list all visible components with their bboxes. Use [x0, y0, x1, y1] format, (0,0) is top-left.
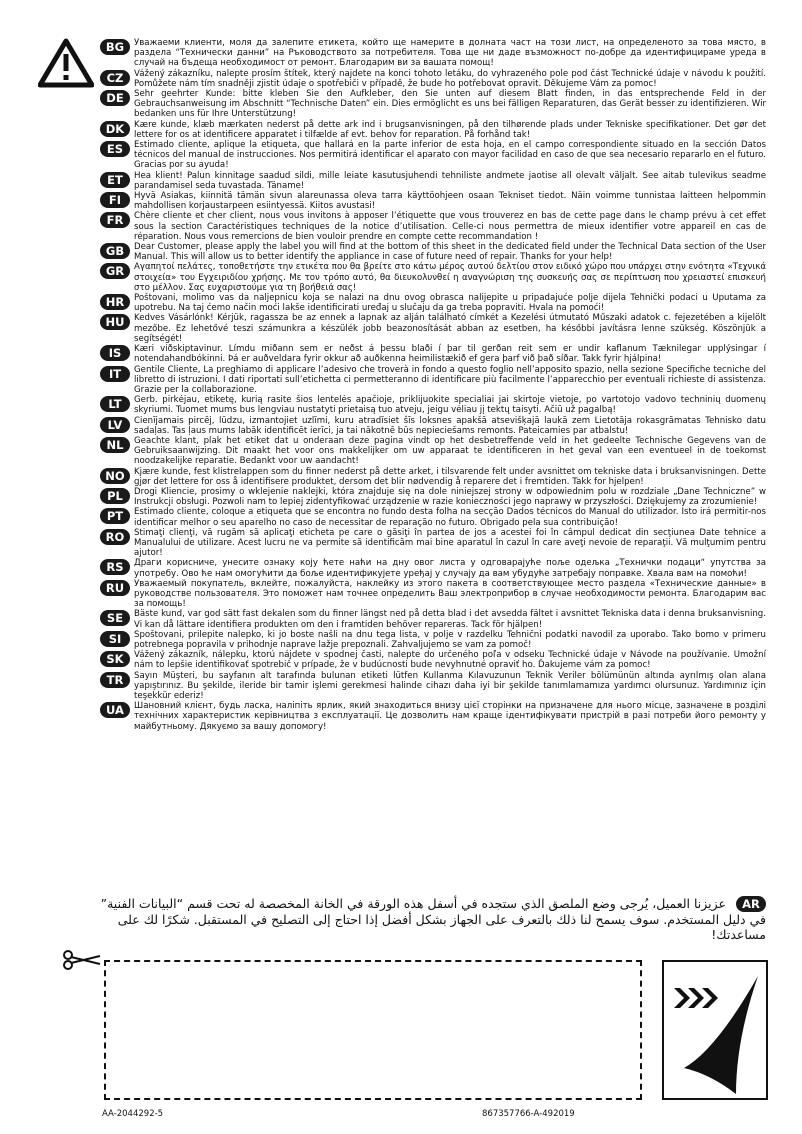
lang-row-no	[100, 467, 766, 487]
lang-badge-fi: FI	[100, 192, 130, 208]
lang-badge-cz: CZ	[100, 70, 130, 86]
lang-text-fr: Chère cliente et cher client, nous vous invitons à apposer l’étiquette que vous trouverez en bas de cette page dans le champ prévu à cet effet sous la section Caractéristiques techniques de la notice d’utilisation. Celle-ci nous permettra de mieux identifier votre appareil en cas de réparation. Nous vous remercions de bien vouloir prendre en compte cette recommandation !	[134, 211, 766, 242]
scissors-icon	[62, 950, 102, 970]
lang-text-gr: Αγαπητοί πελάτες, τοποθετήστε την ετικέτα που θα βρείτε στο κάτω μέρος αυτού δελτίου στον ειδικό χώρο που υπάρχει στην ενότητα «Τεχνικά στοιχεία» του Εγχειριδίου χρήσης. Με τον τρόπο αυτό, θα διευκολυνθεί η αναγνώριση της συσκευής σας σε περίπτωση που χρειαστεί επισκευή στο μέλλον. Σας ευχαριστούμε για τη βοήθειά σας!	[134, 262, 766, 293]
lang-row-rs	[100, 558, 766, 578]
lang-row-it	[100, 365, 766, 396]
lang-text-is: Kæri viðskiptavinur. Límdu miðann sem er neðst á þessu blaði í þar til gerðan reit sem er undir kaflanum Tæknilegar upplýsingar í notendahandbókinni. Þá er auðveldara fyrir okkur að auðkenna heimilistækið ef gera þarf við það síðar. Takk fyrir hjálpina!	[134, 344, 766, 365]
lang-row-bg	[100, 38, 766, 69]
lang-row-nl	[100, 436, 766, 467]
lang-badge-fr: FR	[100, 212, 130, 228]
document-code-left: AA-2044292-5	[102, 1109, 164, 1119]
lang-badge-no: NO	[100, 468, 130, 484]
language-list	[100, 38, 766, 732]
lang-row-es	[100, 140, 766, 171]
lang-badge-pt: PT	[100, 508, 130, 524]
lang-row-hr	[100, 293, 766, 313]
lang-text-fi: Hyvä Asiakas, kiinnitä tämän sivun alareunassa oleva tarra käyttöohjeen osaan Tekniset tiedot. Näin voimme tunnistaa laitteen helpommin mahdollisen korjaustarpeen esiintyessä. Kiitos avustasi!	[134, 191, 766, 212]
lang-text-es: Estimado cliente, aplique la etiqueta, que hallará en la parte inferior de esta hoja, en el campo correspondiente situado en la sección Datos técnicos del manual de instrucciones. Nos permitirá identificar el aparato con mayor facilidad en caso de que sea necesario repararlo en el futuro. Gracias por su ayuda!	[134, 140, 766, 171]
lang-text-gb: Dear Customer, please apply the label you will find at the bottom of this sheet in the dedicated field under the Technical Data section of the User Manual. This will allow us to better identify the appliance in case of future need of repair. Thanks for your help!	[134, 242, 766, 263]
label-symbol-icon	[664, 962, 766, 1098]
lang-badge-hr: HR	[100, 294, 130, 310]
lang-row-ru	[100, 579, 766, 610]
lang-text-lv: Cienījamais pircēj, lūdzu, izmantojiet uzlīmi, kuru atradīsiet šīs loksnes apakšā atsevišķajā laukā zem Lietotāja rokasgrāmatas Tehnisko datu sadaļas. Tas ļaus mums labāk identificēt ierīci, ja tai nākotnē būs nepieciešams remonts. Pateicamies par atbalstu!	[134, 415, 766, 436]
lang-text-lt: Gerb. pirkėjau, etiketę, kurią rasite šios lentelės apačioje, priklijuokite specialiai jai skirtoje vietoje, po vartotojo vadovo techninių duomenų skyriumi. Tuomet mums bus lengviau nustatyti prietaisą tuo atveju, jeigu vėliau jį tektų taisyti. Ačiū už pagalbą!	[134, 395, 766, 416]
lang-row-se	[100, 609, 766, 629]
lang-badge-nl: NL	[100, 437, 130, 453]
lang-text-it: Gentile Cliente, La preghiamo di applicare l’adesivo che troverà in fondo a questo foglio nell’apposito spazio, nella sezione Specifiche tecniche del libretto di istruzioni. I dati riportati sull’etichetta ci permetteranno di identificare più facilmente l’apparecchio per eventuali richieste di assistenza. Grazie per la collaborazione.	[134, 364, 766, 395]
lang-row-gb	[100, 242, 766, 262]
arabic-block	[100, 895, 766, 942]
lang-row-ro	[100, 528, 766, 559]
lang-row-dk	[100, 120, 766, 140]
lang-badge-de: DE	[100, 90, 130, 106]
lang-text-ru: Уважаемый покупатель, вклейте, пожалуйста, наклейку из этого пакета в соответствующее место раздела «Технические данные» в руководстве пользователя. Это поможет нам точнее определить Ваш электроприбор в случае необходимости ремонта. Благодарим вас за помощь!	[134, 578, 766, 610]
lang-row-cz	[100, 69, 766, 89]
lang-text-pt: Estimado cliente, coloque a etiqueta que se encontra no fundo desta folha na secção Dados técnicos do Manual do utilizador. Isto irá permitir-nos identificar melhor o seu aparelho no caso de necessitar de reparação no futuro. Obrigado pela sua contribuição!	[134, 507, 766, 528]
lang-badge-se: SE	[100, 610, 130, 626]
lang-row-is	[100, 344, 766, 364]
lang-text-nl: Geachte klant, plak het etiket dat u onderaan deze pagina vindt op het desbetreffende veld in het gedeelte Technische Gegevens van de Gebruiksaanwijzing. Dit maakt het voor ons makkelijker om uw apparaat te identificeren in het geval van een eventueel in de toekomst noodzakelijke reparatie. Bedankt voor uw aandacht!	[134, 435, 766, 467]
lang-row-fr	[100, 211, 766, 242]
lang-badge-es: ES	[100, 141, 130, 157]
lang-badge-pl: PL	[100, 488, 130, 504]
lang-badge-tr: TR	[100, 672, 130, 688]
lang-row-pt	[100, 507, 766, 527]
lang-text-tr: Sayın Müşteri, bu sayfanın alt tarafında bulunan etiketi lütfen Kullanma Kılavuzunun Teknik Veriler bölümünün altında ayrılmış olan alana yapıştırınız. Bu şekilde, ileride bir tamir işlemi gerekmesi halinde cihazı daha iyi bir şekilde tanımlamamıza yardımcı olursunuz. Yardımınız için teşekkür ederiz!	[134, 670, 766, 701]
lang-badge-lv: LV	[100, 417, 130, 433]
lang-row-si	[100, 630, 766, 650]
lang-text-pl: Drogi Kliencie, prosimy o wklejenie naklejki, która znajduje się na dole niniejszej strony w odpowiednim polu w rozdziale „Dane Techniczne” w Instrukcji obsługi. Pozwoli nam to lepiej zidentyfikować urządzenie w razie konieczności jego naprawy w przyszłości. Dziękujemy za zrozumienie!	[134, 486, 766, 508]
lang-badge-dk: DK	[100, 121, 130, 137]
lang-badge-hu: HU	[100, 314, 130, 330]
lang-text-rs: Драги корисниче, унесите ознаку коју ћете наћи на дну овог листа у одговарајуће поље одељка „Технички подаци“ упутства за употребу. Ово ће нам омогућити да боље идентификујете уређај у случају да вам убудуће затребају поправке. Хвала вам на помоћи!	[134, 558, 766, 579]
document-code-right: 867357766-A-492019	[482, 1109, 575, 1119]
lang-text-de: Sehr geehrter Kunde: bitte kleben Sie den Aufkleber, den Sie unten auf diesem Blatt finden, in das entsprechende Feld in der Gebrauchsanweisung im Abschnitt “Technische Daten” ein. Dies ermöglicht es uns bei fälligen Reparaturen, das Gerät besser zu identifizieren. Wir bedanken uns für Ihre Unterstützung!	[134, 89, 766, 120]
label-field	[104, 960, 642, 1100]
lang-badge-et: ET	[100, 172, 130, 188]
lang-row-de	[100, 89, 766, 120]
lang-text-hr: Poštovani, molimo vas da naljepnicu koja se nalazi na dnu ovog obrasca nalijepite u pripadajuće polje dijela Tehnički podaci u Uputama za upotrebu. Na taj ćemo način moći lakše identificirati uređaj u slučaju da ga treba popraviti. Hvala na pomoći!	[134, 293, 766, 314]
lang-text-sk: Vážený zákazník, nálepku, ktorú nájdete v spodnej časti, nalepte do určeného poľa v odseku Technické údaje v Návode na používanie. Umožní nám to lepšie identifikovať spotrebič v prípade, že v budúcnosti bude nevyhnutné opraviť ho. Ďakujeme vám za pomoc!	[134, 650, 766, 671]
lang-badge-ru: RU	[100, 580, 130, 596]
lang-row-pl	[100, 487, 766, 507]
lang-row-lv	[100, 416, 766, 436]
lang-text-bg: Уважаеми клиенти, моля да залепите етикета, който ще намерите в долната част на този лист, на определеното за това място, в раздела “Технически данни” на Ръководството за потребителя. Това ще ни даде възможност по-добре да идентифицираме уреда в случай на бъдеща необходимост от ремонт. Благодарим ви за вашата помощ!	[134, 38, 766, 69]
lang-row-gr	[100, 262, 766, 293]
lang-row-fi	[100, 191, 766, 211]
lang-badge-bg: BG	[100, 39, 130, 55]
lang-row-sk	[100, 650, 766, 670]
lang-badge-lt: LT	[100, 396, 130, 412]
lang-row-tr	[100, 671, 766, 702]
lang-row-lt	[100, 395, 766, 415]
lang-badge-ro: RO	[100, 529, 130, 545]
lang-text-dk: Kære kunde, klæb mærkaten nederst på dette ark ind i brugsanvisningen, på den tilhørende plads under Tekniske specifikationer. Det gør det lettere for os at identificere apparatet i tilfælde af evt. behov for reparation. På forhånd tak!	[134, 119, 766, 140]
lang-badge-ar: AR	[736, 896, 766, 912]
warning-triangle-icon	[38, 38, 94, 88]
lang-badge-rs: RS	[100, 559, 130, 575]
lang-text-se: Bäste kund, var god sätt fast dekalen som du finner längst ned på detta blad i det avsedda fältet i avsnittet Tekniska data i denna bruksanvisning. Vi kan då lättare identifiera produkten om den i framtiden behöver repareras. Tack för hjälpen!	[134, 609, 766, 630]
lang-text-ar: عزيزنا العميل، يُرجى وضع الملصق الذي ستجده في أسفل هذه الورقة في الخانة المخصصة له تحت قسم “البيانات الفنية” في دليل المستخدم. سوف يسمح لنا ذلك بالتعرف على الجهاز بشكل أفضل إذا احتاج إلى التصليح في المستقبل. شكرًا لك على مساعدتك!	[100, 896, 766, 942]
lang-row-hu	[100, 313, 766, 344]
lang-text-cz: Vážený zákazníku, nalepte prosím štítek, který najdete na konci tohoto letáku, do vyhrazeného pole pod část Technické údaje v návodu k použití. Pomůžete nám tím snadněji zjistit údaje o spotřebiči v případě, že bude ho potřebovat opravit. Děkujeme Vám za pomoc!	[134, 68, 766, 89]
lang-badge-it: IT	[100, 366, 130, 382]
lang-text-hu: Kedves Vásárlónk! Kérjük, ragassza be az ennek a lapnak az alján található címkét a Kezelési útmutató Műszaki adatok c. fejezetében a kijelölt mezőbe. Ez lehetővé teszi számunkra a készülék jobb beazonosítását abban az esetben, ha későbbi javításra lenne szükség. Köszönjük a segítségét!	[134, 313, 766, 344]
lang-badge-si: SI	[100, 631, 130, 647]
lang-text-ro: Stimaţi clienţi, vă rugăm să aplicaţi eticheta pe care o găsiţi în partea de jos a acestei foi în câmpul dedicat din secţiunea Date tehnice a Manualului de utilizare. Acest lucru ne va permite să identificăm mai bine aparatul în cazul în care aveţi nevoie de reparaţii. Vă mulţumim pentru ajutor!	[134, 527, 766, 559]
lang-badge-is: IS	[100, 345, 130, 361]
label-symbol-box	[662, 960, 768, 1100]
lang-badge-gb: GB	[100, 243, 130, 259]
lang-badge-sk: SK	[100, 651, 130, 667]
lang-text-ua: Шановний клієнт, будь ласка, наліпіть ярлик, який знаходиться внизу цієї сторінки на призначене для нього місце, зазначене в розділі технічних характеристик керівництва з експлуатації. Це дозволить нам краще ідентифікувати пристрій в разі потреби його ремонту у майбутньому. Дякуємо за вашу допомогу!	[134, 701, 766, 732]
lang-row-ua	[100, 701, 766, 732]
lang-badge-gr: GR	[100, 263, 130, 279]
lang-text-et: Hea klient! Palun kinnitage saadud sildi, mille leiate kasutusjuhendi tehniliste andmete jaotise all olevalt väljalt. See aitab tulevikus seadme parandamisel seda tuvastada. Täname!	[134, 170, 766, 191]
lang-row-et	[100, 171, 766, 191]
lang-text-si: Spoštovani, prilepite nalepko, ki jo boste našli na dnu tega lista, v polje v razdelku Tehnični podatki navodil za uporabo. Tako bomo v primeru potrebnega popravila v prihodnje naprave lažje prepoznali. Zahvaljujemo se vam za pomoč!	[134, 629, 766, 650]
lang-badge-ua: UA	[100, 702, 130, 718]
lang-text-no: Kjære kunde, fest klistrelappen som du finner nederst på dette arket, i tilsvarende felt under avsnittet om tekniske data i bruksanvisningen. Dette gjør det lettere for oss å identifisere produktet, dersom det blir nødvendig å reparere det i fremtiden. Takk for hjelpen!	[134, 466, 766, 487]
